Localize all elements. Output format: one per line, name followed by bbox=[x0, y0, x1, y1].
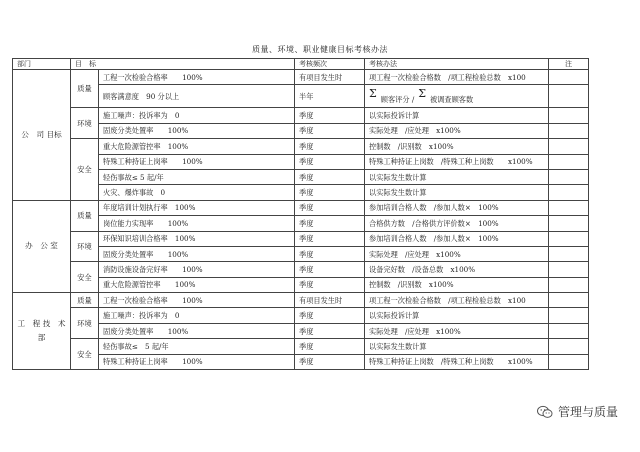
formula-part: 顾客评分 / bbox=[380, 94, 415, 104]
freq-cell: 季度 bbox=[295, 200, 365, 215]
table-row bbox=[13, 277, 589, 292]
freq-cell: 季度 bbox=[295, 277, 365, 292]
assessment-table bbox=[12, 58, 589, 370]
method-formula bbox=[365, 85, 549, 108]
goal-cell: 工程一次检验合格率 100% bbox=[99, 70, 295, 85]
formula-part: 被调查顾客数 bbox=[430, 94, 474, 104]
method-cell: 项工程一次检验合格数 /项工程检验总数 x100 bbox=[365, 70, 549, 85]
note-cell bbox=[549, 70, 589, 85]
note-cell bbox=[549, 246, 589, 261]
freq-cell: 半年 bbox=[295, 85, 365, 108]
note-cell bbox=[549, 200, 589, 215]
goal-cell: 施工噪声：投诉率为 0 bbox=[99, 308, 295, 323]
goal-cell: 特殊工种持证上岗率 100% bbox=[99, 154, 295, 169]
method-cell: 参加培训合格人数 /参加人数× 100% bbox=[365, 231, 549, 246]
note-cell bbox=[549, 185, 589, 200]
table-row bbox=[13, 123, 589, 138]
freq-cell: 有项目发生时 bbox=[295, 293, 365, 308]
table-row bbox=[13, 231, 589, 246]
table-row bbox=[13, 154, 589, 169]
note-cell bbox=[549, 85, 589, 108]
method-cell: 合格供方数 /合格供方评价数× 100% bbox=[365, 216, 549, 231]
sigma-symbol: Σ bbox=[369, 86, 377, 100]
document-title: 质量、环境、职业健康目标考核办法 bbox=[252, 45, 388, 54]
table-row bbox=[13, 339, 589, 354]
table-row bbox=[13, 293, 589, 308]
goal-cell: 重大危险源管控率 100% bbox=[99, 139, 295, 154]
goal-cell: 固废分类处置率 100% bbox=[99, 323, 295, 338]
header-method: 考核办法 bbox=[365, 59, 549, 70]
method-cell: 实际处理 /应处理 x100% bbox=[365, 323, 549, 338]
freq-cell: 季度 bbox=[295, 108, 365, 123]
cat-environment: 环境 bbox=[71, 108, 99, 139]
dept-office: 办 公 室 bbox=[13, 200, 71, 292]
freq-cell: 季度 bbox=[295, 216, 365, 231]
freq-cell: 季度 bbox=[295, 185, 365, 200]
goal-cell: 环保知识培训合格率 100% bbox=[99, 231, 295, 246]
wechat-icon bbox=[537, 405, 553, 419]
goal-cell: 顾客满意度 90 分以上 bbox=[99, 85, 295, 108]
freq-cell: 有项目发生时 bbox=[295, 70, 365, 85]
goal-cell: 年度培训计划执行率 100% bbox=[99, 200, 295, 215]
goal-cell: 重大危险源管控率 100% bbox=[99, 277, 295, 292]
table-row bbox=[13, 354, 589, 369]
cat-environment: 环境 bbox=[71, 308, 99, 339]
table-row bbox=[13, 262, 589, 277]
method-cell: 项工程一次检验合格数 /项工程检验总数 x100 bbox=[365, 293, 549, 308]
freq-cell: 季度 bbox=[295, 169, 365, 184]
table-header-row bbox=[13, 59, 589, 70]
table-row bbox=[13, 246, 589, 261]
note-cell bbox=[549, 277, 589, 292]
goal-cell: 固废分类处置率 100% bbox=[99, 246, 295, 261]
cat-safety: 安全 bbox=[71, 139, 99, 201]
cat-safety: 安全 bbox=[71, 262, 99, 293]
header-dept: 部门 bbox=[13, 59, 71, 70]
note-cell bbox=[549, 169, 589, 184]
method-cell: 特殊工种持证上岗数 /特殊工种上岗数 x100% bbox=[365, 354, 549, 369]
dept-company: 公 司 目标 bbox=[13, 70, 71, 201]
note-cell bbox=[549, 293, 589, 308]
note-cell bbox=[549, 139, 589, 154]
method-cell: 实际处理 /应处理 x100% bbox=[365, 246, 549, 261]
watermark-text: 管理与质量 bbox=[557, 405, 618, 419]
table-row bbox=[13, 185, 589, 200]
method-cell: 特殊工种持证上岗数 /特殊工种上岗数 x100% bbox=[365, 154, 549, 169]
goal-cell: 施工噪声：投诉率为 0 bbox=[99, 108, 295, 123]
freq-cell: 季度 bbox=[295, 231, 365, 246]
method-cell: 以实际发生数计算 bbox=[365, 339, 549, 354]
method-cell: 设备完好数 /设备总数 x100% bbox=[365, 262, 549, 277]
goal-cell: 工程一次检验合格率 100% bbox=[99, 293, 295, 308]
goal-cell: 固废分类处置率 100% bbox=[99, 123, 295, 138]
freq-cell: 季度 bbox=[295, 308, 365, 323]
method-cell: 以实际发生数计算 bbox=[365, 185, 549, 200]
method-cell: 参加培训合格人数 /参加人数× 100% bbox=[365, 200, 549, 215]
cat-quality: 质量 bbox=[71, 70, 99, 108]
note-cell bbox=[549, 262, 589, 277]
note-cell bbox=[549, 308, 589, 323]
sigma-symbol: Σ bbox=[418, 86, 427, 100]
table-row bbox=[13, 70, 589, 85]
method-cell: 以实际发生数计算 bbox=[365, 169, 549, 184]
note-cell bbox=[549, 108, 589, 123]
goal-cell: 轻伤事故≤ 5 起/年 bbox=[99, 169, 295, 184]
cat-safety: 安全 bbox=[71, 339, 99, 370]
freq-cell: 季度 bbox=[295, 123, 365, 138]
goal-cell: 消防设施设备完好率 100% bbox=[99, 262, 295, 277]
method-cell: 控制数 /识别数 x100% bbox=[365, 277, 549, 292]
note-cell bbox=[549, 339, 589, 354]
table-row bbox=[13, 216, 589, 231]
cat-environment: 环境 bbox=[71, 231, 99, 262]
table-row bbox=[13, 139, 589, 154]
freq-cell: 季度 bbox=[295, 154, 365, 169]
freq-cell: 季度 bbox=[295, 323, 365, 338]
note-cell bbox=[549, 231, 589, 246]
note-cell bbox=[549, 123, 589, 138]
table-row bbox=[13, 308, 589, 323]
freq-cell: 季度 bbox=[295, 339, 365, 354]
table-row bbox=[13, 169, 589, 184]
dept-engineering: 工 程 技 术 部 bbox=[13, 293, 71, 370]
cat-quality: 质量 bbox=[71, 293, 99, 308]
method-cell: 以实际投诉计算 bbox=[365, 108, 549, 123]
header-note: 注 bbox=[549, 59, 589, 70]
note-cell bbox=[549, 323, 589, 338]
header-target: 目 标 bbox=[71, 59, 295, 70]
table-row bbox=[13, 85, 589, 108]
table-row bbox=[13, 323, 589, 338]
freq-cell: 季度 bbox=[295, 262, 365, 277]
freq-cell: 季度 bbox=[295, 139, 365, 154]
goal-cell: 岗位能力实现率 100% bbox=[99, 216, 295, 231]
freq-cell: 季度 bbox=[295, 354, 365, 369]
header-freq: 考核频次 bbox=[295, 59, 365, 70]
method-cell: 以实际投诉计算 bbox=[365, 308, 549, 323]
watermark bbox=[537, 403, 618, 420]
goal-cell: 特殊工种持证上岗率 100% bbox=[99, 354, 295, 369]
method-cell: 实际处理 /应处理 x100% bbox=[365, 123, 549, 138]
freq-cell: 季度 bbox=[295, 246, 365, 261]
table-row bbox=[13, 108, 589, 123]
cat-quality: 质量 bbox=[71, 200, 99, 231]
method-cell: 控制数 /识别数 x100% bbox=[365, 139, 549, 154]
note-cell bbox=[549, 154, 589, 169]
goal-cell: 火灾、爆炸事故 0 bbox=[99, 185, 295, 200]
goal-cell: 轻伤事故≤ 5 起/年 bbox=[99, 339, 295, 354]
note-cell bbox=[549, 216, 589, 231]
note-cell bbox=[549, 354, 589, 369]
table-row bbox=[13, 200, 589, 215]
